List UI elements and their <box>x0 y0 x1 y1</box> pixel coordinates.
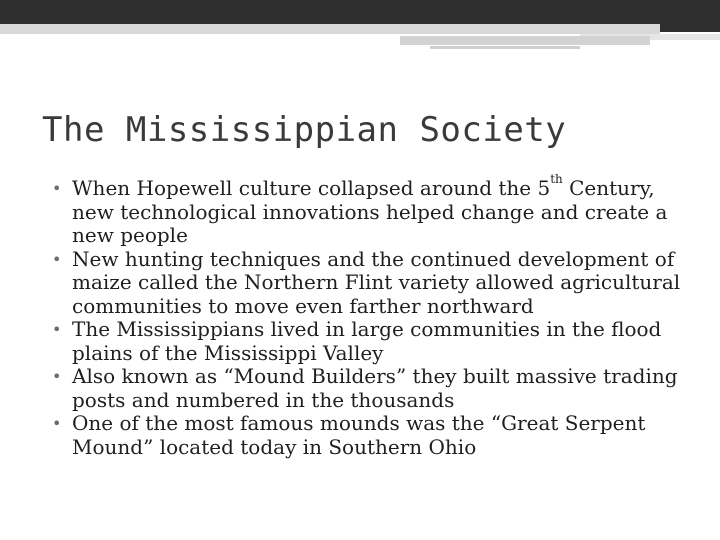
bullet-list <box>52 172 692 459</box>
bullet-item <box>52 412 692 459</box>
slide-title: The Mississippian Society <box>42 110 567 150</box>
top-decorative-bar <box>0 0 720 24</box>
bullet-text: One of the most famous mounds was the “Great Serpent Mound” located today in Southern Ohio <box>72 411 646 459</box>
top-right-decorative-bar <box>660 0 720 32</box>
bullet-item <box>52 248 692 319</box>
bullet-text-part: When Hopewell culture collapsed around the 5 <box>72 176 551 200</box>
accent-stripe-secondary <box>400 36 650 45</box>
bullet-text: New hunting techniques and the continued development of maize called the Northern Flint variety allowed agricultural communities to move even farther northward <box>72 246 681 318</box>
bullet-icon: • <box>52 367 62 386</box>
bullet-icon: • <box>52 179 62 198</box>
accent-stripe <box>0 24 660 34</box>
bullet-item <box>52 318 692 365</box>
bullet-item <box>52 365 692 412</box>
bullet-icon: • <box>52 414 62 433</box>
bullet-superscript: th <box>550 172 563 187</box>
bullet-item <box>52 172 692 248</box>
bullet-icon: • <box>52 249 62 269</box>
bullet-text: Also known as “Mound Builders” they built massive trading posts and numbered in the thousands <box>72 364 678 412</box>
bullet-icon: • <box>52 320 62 339</box>
bullet-text: The Mississippians lived in large communities in the flood plains of the Mississippi Valley <box>72 317 662 365</box>
accent-stripe-short <box>430 46 580 49</box>
bullet-text-part: Century, new technological innovations helped change and create a new people <box>72 176 668 247</box>
